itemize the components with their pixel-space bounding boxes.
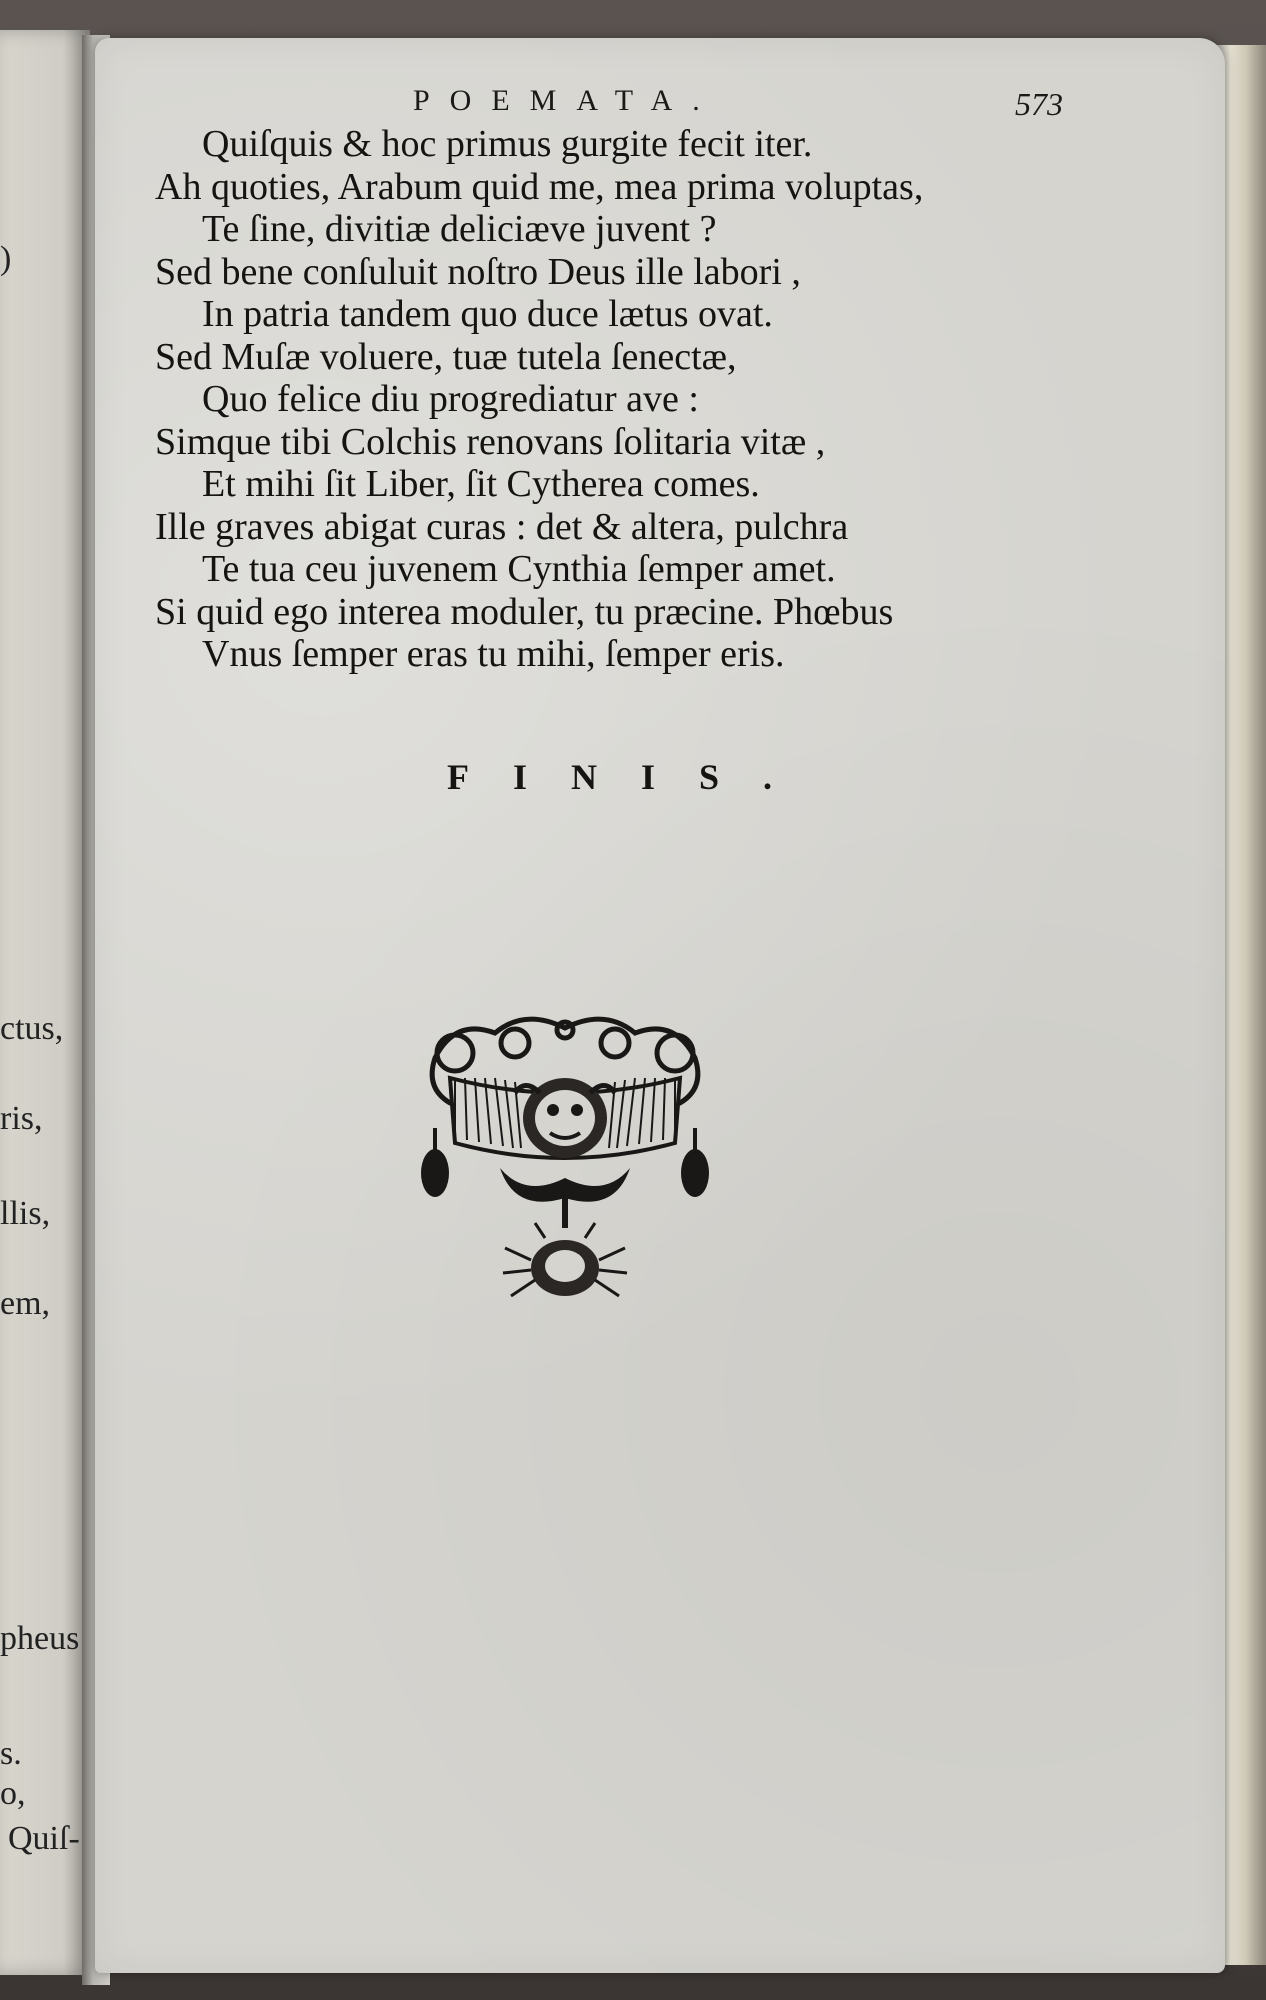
left-fragment: Quiſ-: [8, 1820, 80, 1857]
page-number: 573: [1015, 86, 1063, 122]
poem-line: Te tua ceu juvenem Cynthia ſemper amet.: [202, 548, 836, 590]
poem-line: Quiſquis & hoc primus gurgite fecit iter.: [202, 123, 813, 165]
poem-line: Ah quoties, Arabum quid me, mea prima voluptas,: [155, 165, 924, 208]
running-header: POEMATA.: [413, 84, 720, 117]
left-fragment: em,: [0, 1285, 51, 1322]
left-fragment: s.: [0, 1735, 22, 1772]
poem-line: Ille graves abigat curas : det & altera, pulchra: [155, 505, 849, 548]
poem-line: Si quid ego interea moduler, tu præcine. Phœbus: [155, 590, 894, 633]
book-page: [95, 38, 1225, 1973]
finis-heading: FINIS.: [447, 757, 817, 797]
left-fragment: llis,: [0, 1195, 51, 1232]
poem-line: Simque tibi Colchis renovans ſolitaria vitæ ,: [155, 420, 826, 463]
poem-line: Sed bene conſuluit noſtro Deus ille labori ,: [155, 250, 801, 293]
poem-line: In patria tandem quo duce lætus ovat.: [202, 293, 773, 335]
facing-page-left: [0, 30, 90, 1975]
left-fragment: ): [0, 240, 12, 277]
left-fragment: ctus,: [0, 1010, 64, 1047]
left-fragment: o,: [0, 1775, 26, 1812]
poem-line: Vnus ſemper eras tu mihi, ſemper eris.: [202, 633, 785, 675]
poem-line: Et mihi ſit Liber, ſit Cytherea comes.: [202, 463, 760, 505]
woodcut-ornament-icon: [395, 998, 735, 1338]
poem-line: Te ſine, divitiæ deliciæve juvent ?: [202, 208, 717, 250]
left-fragment: ris,: [0, 1100, 43, 1137]
poem-text: [155, 123, 1155, 676]
left-fragment: pheus: [0, 1620, 80, 1657]
poem-line: Sed Muſæ voluere, tuæ tutela ſenectæ,: [155, 335, 737, 378]
poem-line: Quo felice diu progrediatur ave :: [202, 378, 699, 420]
